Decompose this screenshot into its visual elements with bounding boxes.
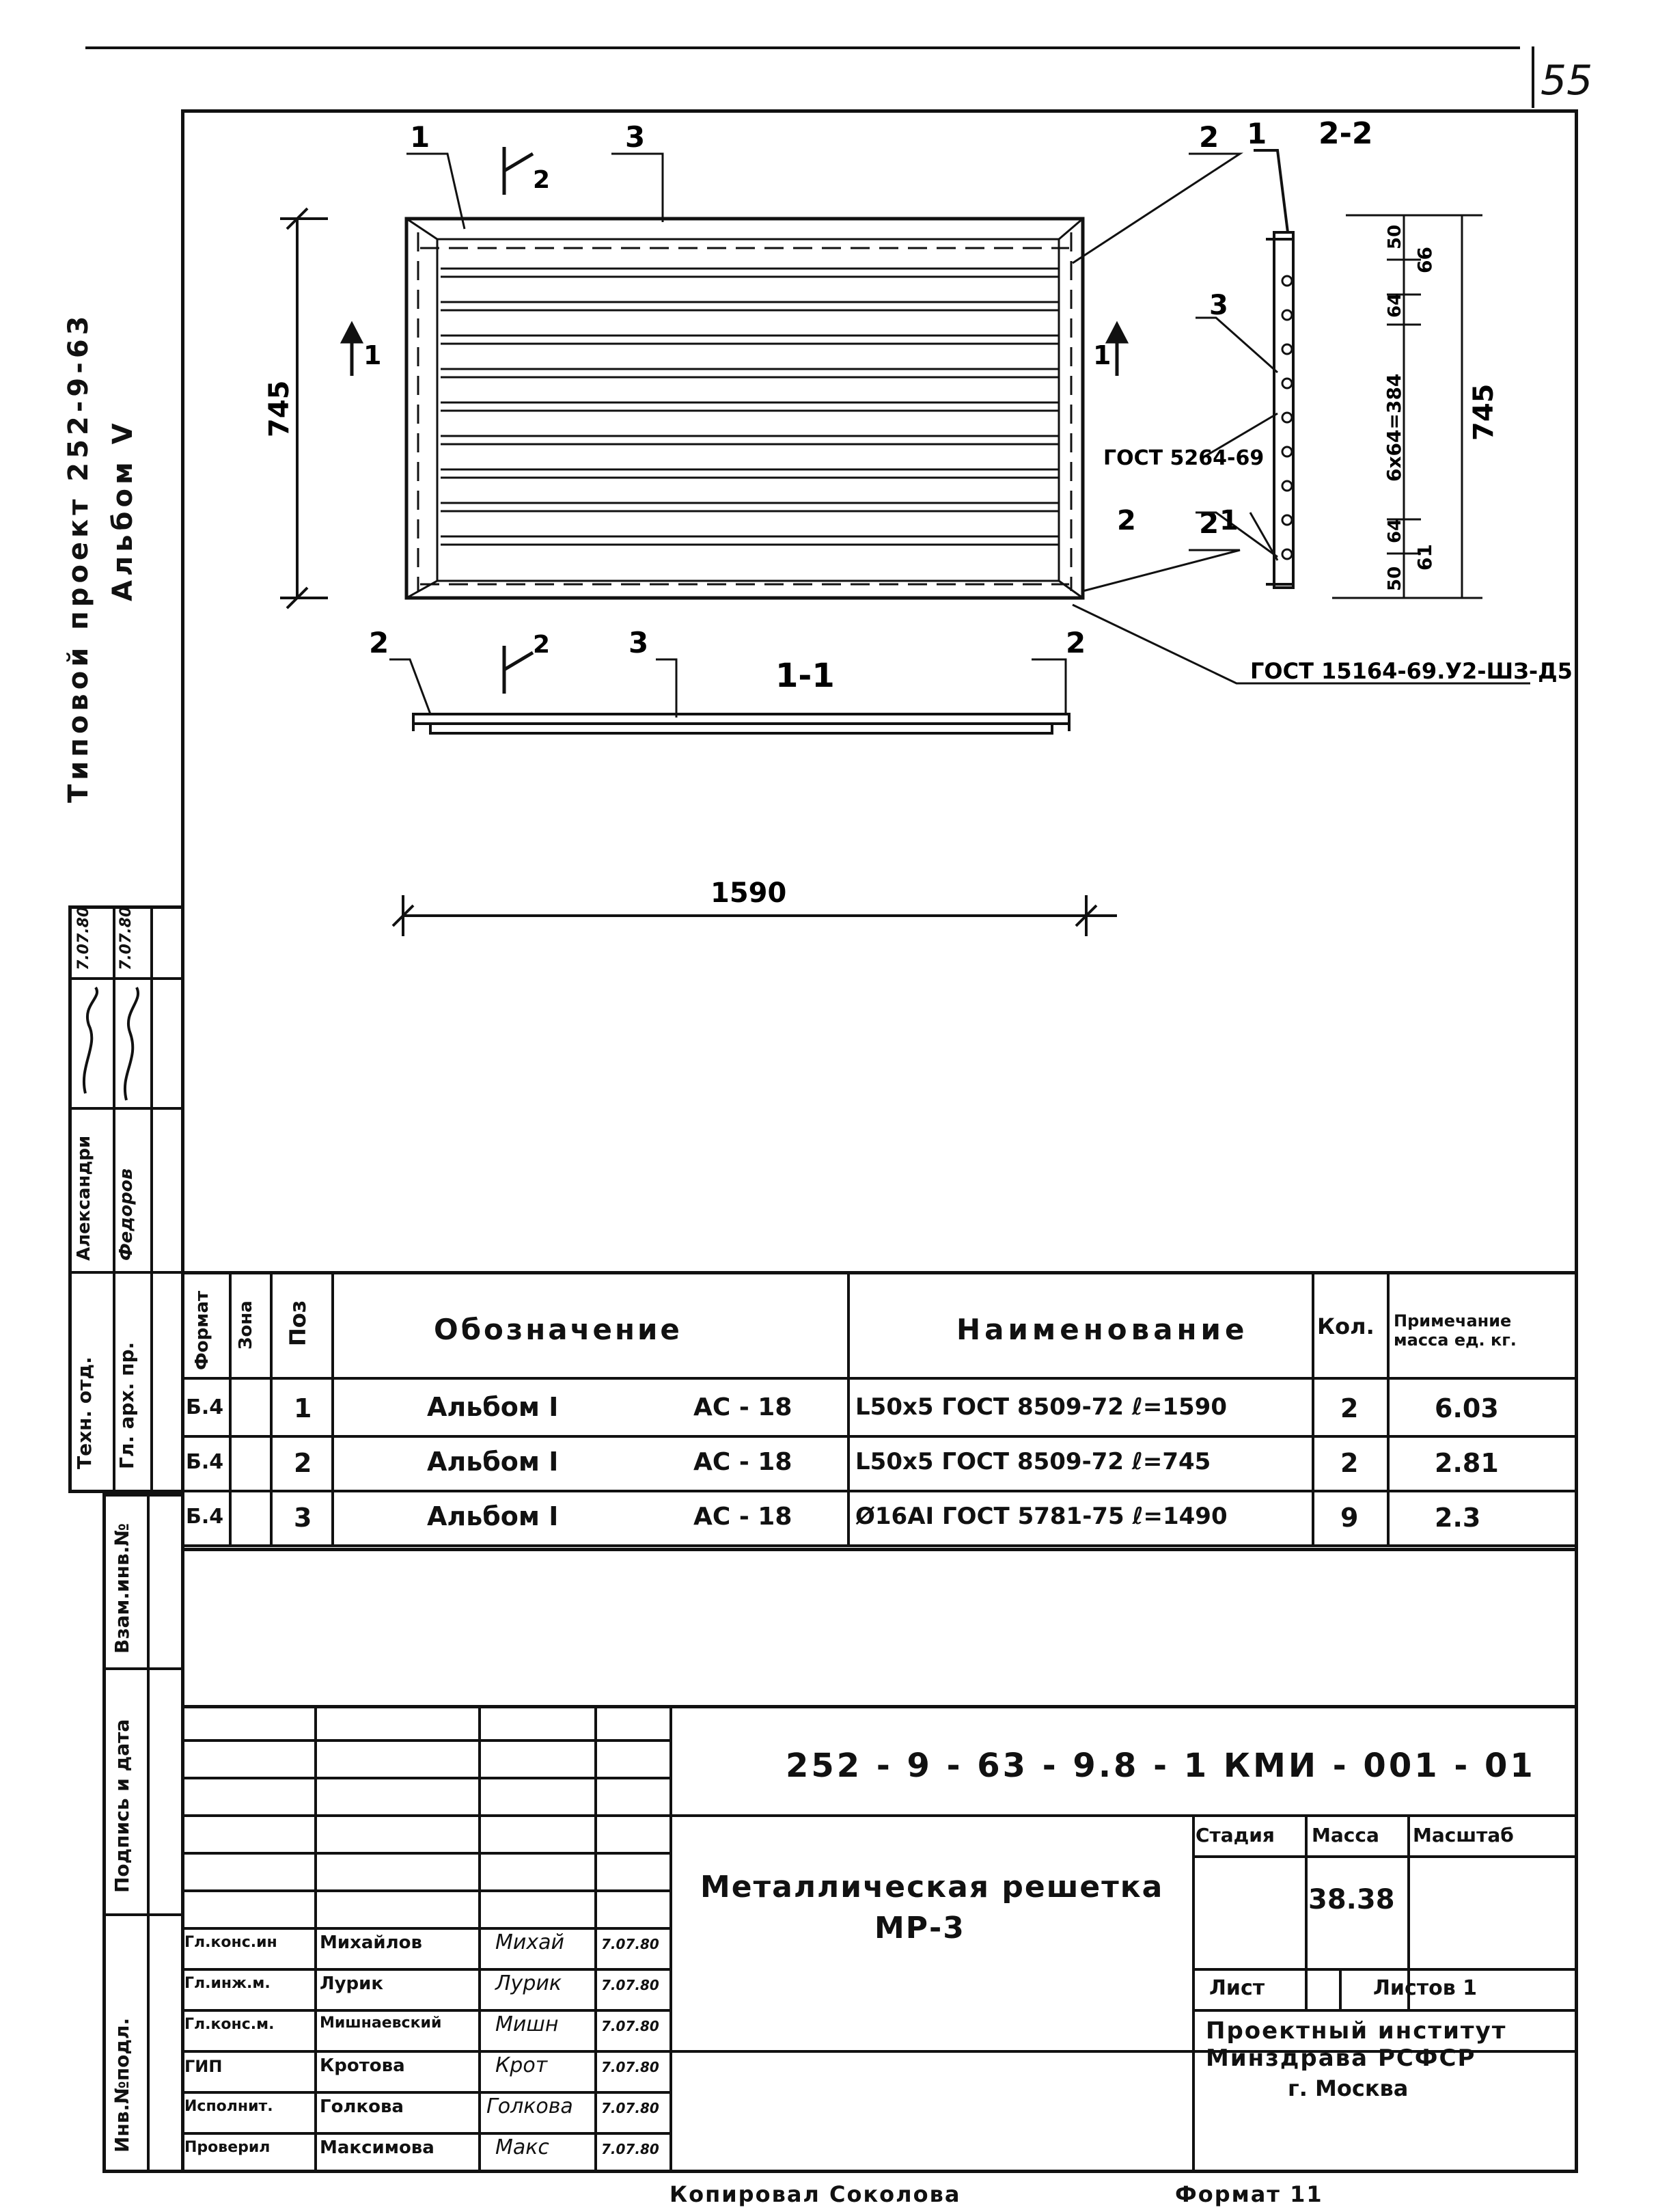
header-name: Наименование: [956, 1313, 1249, 1346]
document-code: 252 - 9 - 63 - 9.8 - 1 КМИ - 001 - 01: [786, 1747, 1536, 1785]
row3-note: 2.3: [1435, 1503, 1481, 1533]
project-title: Типовой проект 252-9-63: [63, 312, 94, 803]
row1-pos: 1: [294, 1393, 312, 1423]
row2-album: Альбом I: [427, 1447, 559, 1477]
tb-right-col-1: [1192, 1814, 1195, 2173]
approval-role-2: Гл. арх. пр.: [115, 1341, 138, 1469]
dim-height-right: 745: [1468, 383, 1500, 441]
tb-grid-row-4: [181, 1852, 669, 1855]
signer-date-5: 7.07.80: [601, 2100, 659, 2116]
row2-format: Б.4: [186, 1450, 224, 1474]
top-rule: [85, 46, 1520, 49]
signer-sign-6: Макс: [495, 2135, 549, 2159]
callout-2-section-right: 2: [1066, 626, 1086, 659]
row3-pos: 3: [294, 1503, 312, 1533]
signer-role-2: Гл.инж.м.: [184, 1975, 271, 1992]
approval-role-1: Техн. отд.: [73, 1356, 96, 1469]
callout-3-section: 3: [629, 626, 649, 659]
spec-col-5: [1312, 1271, 1314, 1544]
row2-name: L50x5 ГОСТ 8509-72 ℓ=745: [855, 1448, 1211, 1475]
signer-date-1: 7.07.80: [601, 1936, 659, 1952]
tb-sheet-col: [1339, 1968, 1342, 2009]
tb-grid-row-10: [181, 2091, 669, 2094]
dim-50-top: 50: [1385, 224, 1405, 249]
signer-role-3: Гл.конс.м.: [184, 2016, 275, 2033]
drawing-title-line1: Металлическая решетка: [700, 1870, 1164, 1904]
signer-sign-3: Мишн: [495, 2012, 559, 2036]
dim-64-top: 64: [1385, 292, 1405, 318]
mass-label: Масса: [1312, 1824, 1379, 1846]
approval-row-2: [68, 1107, 184, 1110]
spec-col-6: [1387, 1271, 1390, 1544]
inventory-row-2: [102, 1913, 184, 1916]
bars: [441, 269, 1059, 545]
row1-qty: 2: [1340, 1393, 1359, 1423]
signer-name-5: Голкова: [320, 2097, 404, 2117]
spec-col-4: [847, 1271, 850, 1544]
approval-name-1: Александри: [74, 1135, 94, 1261]
tb-col-3: [594, 1705, 597, 2173]
approval-date-2: 7.07.80: [118, 906, 135, 970]
spec-header-rule: [181, 1377, 1578, 1380]
approval-col-2: [150, 905, 153, 1493]
sheets-count: Листов 1: [1373, 1976, 1478, 2000]
section-mark-2-bottom: 2: [533, 631, 551, 659]
section-mark-2-top: 2: [533, 166, 551, 194]
org-line3: г. Москва: [1288, 2075, 1409, 2101]
sheet-number: 55: [1541, 57, 1593, 105]
signer-name-3: Мишнаевский: [320, 2015, 442, 2032]
header-pos: Поз: [285, 1300, 311, 1346]
signer-date-3: 7.07.80: [601, 2018, 659, 2034]
tb-col-2: [478, 1705, 481, 2173]
callout-2-section22: 2: [1117, 505, 1136, 536]
sheet-number-divider: [1532, 46, 1534, 108]
copied-by: Копировал Соколова: [669, 2181, 961, 2207]
spec-row-rule-1: [181, 1435, 1578, 1438]
row3-name: Ø16AI ГОСТ 5781-75 ℓ=1490: [855, 1503, 1228, 1530]
gost-15164: ГОСТ 15164-69.У2-ШЗ-Д5: [1250, 658, 1573, 684]
row1-note: 6.03: [1435, 1393, 1499, 1423]
row1-album: Альбом I: [427, 1392, 559, 1422]
dim-61: 61: [1413, 544, 1436, 571]
section-mark-1-right: 1: [1093, 340, 1111, 370]
signer-sign-2: Лурик: [495, 1971, 562, 1995]
callout-1-top: 1: [410, 120, 430, 154]
tb-sheet-rule-1: [1192, 1968, 1578, 1971]
signer-date-6: 7.07.80: [601, 2141, 659, 2157]
signer-date-2: 7.07.80: [601, 1977, 659, 1993]
approval-signatures: [72, 984, 150, 1104]
callout-2-top: 2: [1199, 120, 1219, 154]
spec-row-rule-3: [181, 1544, 1578, 1547]
signer-role-1: Гл.конс.ин: [184, 1934, 277, 1951]
row1-format: Б.4: [186, 1395, 224, 1419]
sheet-format: Формат 11: [1175, 2181, 1323, 2207]
section-2-2-title: 2-2: [1318, 116, 1373, 151]
tb-grid-row-6: [181, 1927, 669, 1930]
inventory-row-1: [102, 1667, 184, 1670]
inv-podl-label: Инв.№подл.: [111, 2017, 133, 2153]
approval-row-1: [68, 977, 184, 980]
row2-pos: 2: [294, 1448, 312, 1478]
approval-row-3: [68, 1271, 184, 1274]
tb-grid-row-9: [181, 2050, 669, 2053]
signer-role-4: ГИП: [184, 2057, 223, 2076]
dim-66: 66: [1413, 247, 1436, 273]
dim-width-bottom: 1590: [710, 877, 787, 909]
mass-value: 38.38: [1308, 1884, 1395, 1915]
album-label: Альбом V: [107, 419, 139, 601]
signer-role-6: Проверил: [184, 2139, 271, 2156]
tb-grid-row-11: [181, 2132, 669, 2135]
row3-code: АС - 18: [693, 1503, 792, 1531]
scale-label: Масштаб: [1413, 1824, 1514, 1846]
approval-date-1: 7.07.80: [75, 906, 92, 970]
dim-64-bottom: 64: [1385, 518, 1405, 543]
row3-format: Б.4: [186, 1505, 224, 1529]
spec-col-2: [270, 1271, 273, 1544]
tb-grid-row-3: [181, 1814, 669, 1817]
callout-3-top: 3: [625, 120, 646, 154]
dim-6x64: 6x64=384: [1383, 373, 1405, 482]
row2-code: АС - 18: [693, 1448, 792, 1476]
stage-label: Стадия: [1196, 1824, 1275, 1846]
signer-sign-1: Михай: [495, 1930, 565, 1954]
row1-name: L50x5 ГОСТ 8509-72 ℓ=1590: [855, 1393, 1227, 1421]
callout-2-section-left: 2: [369, 626, 389, 659]
tb-col-1: [314, 1705, 317, 2173]
header-zone: Зона: [236, 1300, 256, 1350]
signer-role-5: Исполнит.: [184, 2098, 273, 2115]
row2-qty: 2: [1340, 1448, 1359, 1478]
row1-code: АС - 18: [693, 1393, 792, 1421]
callout-1-section22: 1: [1247, 117, 1267, 150]
section-mark-1-left: 1: [363, 340, 382, 370]
dim-height-left: 745: [264, 380, 295, 437]
signer-name-6: Максимова: [320, 2138, 434, 2158]
header-designation: Обозначение: [434, 1313, 682, 1346]
header-note: Примечание масса ед. кг.: [1394, 1311, 1517, 1350]
inventory-col: [147, 1493, 150, 2173]
callout-2-right: 2: [1199, 506, 1219, 540]
tb-right-col-2: [1305, 1814, 1308, 2009]
signer-sign-4: Крот: [495, 2053, 548, 2077]
gost-5264: ГОСТ 5264-69: [1103, 446, 1265, 470]
sheet-label: Лист: [1209, 1976, 1265, 2000]
approval-name-2: Федоров: [116, 1168, 137, 1261]
signer-name-4: Кротова: [320, 2056, 405, 2076]
header-format: Формат: [192, 1290, 212, 1370]
spec-col-3: [331, 1271, 334, 1544]
spec-col-1: [229, 1271, 232, 1544]
callout-3-section22: 3: [1209, 290, 1228, 321]
tb-sheet-rule-2: [1192, 2009, 1578, 2012]
vzam-inv-label: Взам.инв.№: [111, 1523, 133, 1654]
dim-50-bottom: 50: [1385, 566, 1405, 591]
org-line2: Минздрава РСФСР: [1206, 2045, 1476, 2072]
section-1-1-title: 1-1: [775, 657, 835, 695]
signer-name-1: Михайлов: [320, 1933, 422, 1953]
podpis-data-label: Подпись и дата: [111, 1719, 133, 1893]
tb-grid-row-2: [181, 1777, 669, 1779]
row3-qty: 9: [1340, 1503, 1359, 1533]
signer-sign-5: Голкова: [486, 2094, 573, 2118]
tb-grid-row-1: [181, 1739, 669, 1742]
header-qty: Кол.: [1317, 1313, 1375, 1339]
signer-date-4: 7.07.80: [601, 2059, 659, 2075]
spec-row-rule-2: [181, 1490, 1578, 1492]
org-line1: Проектный институт: [1206, 2017, 1507, 2045]
tb-grid-row-7: [181, 1968, 669, 1971]
tb-stage-rule: [1192, 1855, 1578, 1858]
row2-note: 2.81: [1435, 1448, 1499, 1478]
grate-drawing: [184, 113, 1575, 967]
row3-album: Альбом I: [427, 1501, 559, 1531]
tb-grid-row-8: [181, 2009, 669, 2012]
signer-name-2: Лурик: [320, 1974, 384, 1994]
tb-right-rule-1: [669, 1814, 1578, 1817]
tb-col-4: [669, 1705, 672, 2173]
callout-1-section22-bottom: 1: [1219, 505, 1239, 536]
tb-grid-row-5: [181, 1889, 669, 1892]
drawing-title-line2: МР-3: [874, 1911, 965, 1945]
